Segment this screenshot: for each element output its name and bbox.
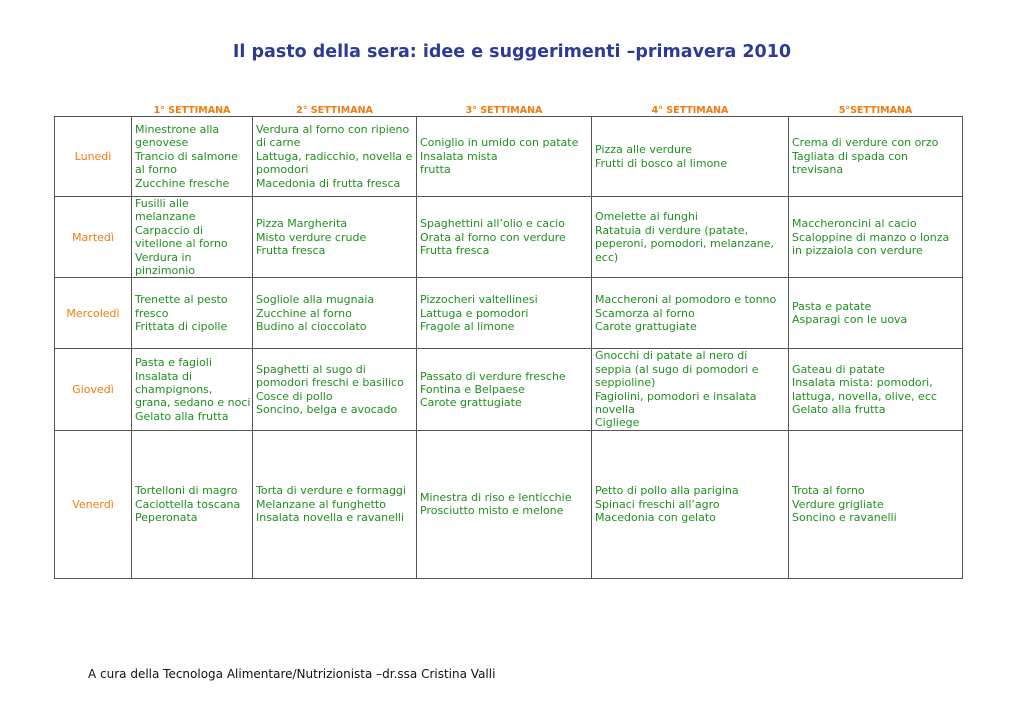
meal-item: Passato di verdure fresche — [420, 369, 566, 383]
meal-item: Insalata mista — [420, 149, 498, 163]
meal-item: Zucchine fresche — [135, 176, 230, 190]
week-header: 2° SETTIMANA — [296, 105, 373, 116]
meal-item: Petto di pollo alla parigina — [595, 484, 739, 498]
meal-cell — [132, 349, 253, 430]
meal-item: Pizza Margherita — [256, 217, 348, 231]
meal-cell — [253, 197, 417, 278]
meal-cell — [253, 278, 417, 349]
footer-credit: A cura della Tecnologa Alimentare/Nutrizionista –dr.ssa Cristina Valli — [88, 667, 496, 681]
corner-cell — [55, 102, 132, 117]
menu-body — [55, 117, 963, 579]
meal-cell — [592, 278, 789, 349]
meal-item: Carote grattugiate — [420, 396, 522, 410]
meal-item: Caciottella toscana — [135, 497, 241, 511]
meal-item: Gelato alla frutta — [792, 403, 886, 417]
meal-cell — [789, 197, 963, 278]
meal-cell — [132, 197, 253, 278]
meal-item: Verdura in pinzimonio — [135, 250, 196, 278]
meal-item: Cigliege — [595, 416, 640, 430]
meal-item: Peperonata — [135, 511, 198, 525]
meal-item: Maccheroncini al cacio — [792, 217, 917, 231]
meal-item: Soncino e ravanelli — [792, 511, 897, 525]
meal-item: Tortelloni di magro — [135, 484, 238, 498]
table-row — [55, 430, 963, 578]
meal-cell — [592, 430, 789, 578]
week-header: 5°SETTIMANA — [838, 105, 913, 116]
meal-item: Gelato alla frutta — [135, 409, 229, 423]
table-row — [55, 278, 963, 349]
meal-item: Gnocchi di patate al nero di seppia (al sugo di pomodori e seppioline) — [595, 349, 759, 390]
meal-item: Fagiolini, pomodori e insalata novella — [595, 389, 757, 417]
meal-item: Crema di verdure con orzo — [792, 136, 939, 150]
meal-item: Pizzocheri valtellinesi — [420, 293, 538, 307]
meal-item: Scamorza al forno — [595, 306, 695, 320]
meal-item: Lattuga e pomodori — [420, 306, 529, 320]
meal-cell — [789, 349, 963, 430]
meal-item: Insalata mista: pomodori, lattuga, novella, olive, ecc — [792, 376, 937, 403]
meal-item: Verdure grigliate — [792, 497, 884, 511]
table-row — [55, 197, 963, 278]
meal-item: Lattuga, radicchio, novella e pomodori — [256, 149, 413, 177]
meal-cell — [789, 278, 963, 349]
meal-cell — [789, 117, 963, 197]
meal-item: Torta di verdure e formaggi — [256, 484, 406, 498]
meal-item: Spaghetti al sugo di pomodori freschi e basilico — [256, 362, 404, 390]
day-label: Lunedì — [55, 117, 132, 197]
meal-item: Prosciutto misto e melone — [420, 504, 564, 518]
meal-cell — [253, 117, 417, 197]
meal-item: Maccheroni al pomodoro e tonno — [595, 293, 777, 307]
meal-item: Insalata di champignons, grana, sedano e noci — [135, 369, 251, 410]
meal-cell — [417, 430, 592, 578]
table-row — [55, 117, 963, 197]
meal-item: Budino al cioccolato — [256, 320, 367, 334]
meal-item: Cosce di pollo — [256, 389, 333, 403]
meal-item: Coniglio in umido con patate — [420, 136, 579, 150]
header-row — [55, 102, 963, 117]
table-row — [55, 349, 963, 430]
meal-item: frutta — [420, 163, 451, 177]
meal-item: Scaloppine di manzo o lonza in pizzaiola con verdure — [792, 230, 950, 257]
meal-item: Trancio di salmone al forno — [135, 149, 238, 177]
meal-cell — [417, 197, 592, 278]
page-title: Il pasto della sera: idee e suggerimenti –primavera 2010 — [232, 42, 792, 62]
day-label: Giovedì — [55, 349, 132, 430]
meal-item: Fusilli alle melanzane — [135, 197, 196, 224]
meal-item: Misto verdure crude — [256, 230, 367, 244]
meal-cell — [417, 117, 592, 197]
meal-item: Asparagi con le uova — [792, 313, 908, 327]
meal-item: Trenette al pesto fresco — [135, 293, 228, 320]
meal-cell — [132, 117, 253, 197]
meal-cell — [592, 349, 789, 430]
meal-cell — [417, 349, 592, 430]
meal-item: Macedonia con gelato — [595, 511, 716, 525]
meal-item: Pizza alle verdure — [595, 143, 692, 157]
meal-item: Spaghettini all’olio e cacio — [420, 217, 565, 231]
meal-item: Melanzane al funghetto — [256, 497, 386, 511]
meal-cell — [132, 278, 253, 349]
meal-cell — [132, 430, 253, 578]
week-header: 3° SETTIMANA — [465, 105, 543, 116]
meal-item: Macedonia di frutta fresca — [256, 176, 401, 190]
meal-item: Zucchine al forno — [256, 306, 352, 320]
meal-item: Trota al forno — [792, 484, 865, 498]
meal-item: Frittata di cipolle — [135, 320, 228, 334]
meal-cell — [417, 278, 592, 349]
meal-cell — [253, 430, 417, 578]
meal-item: Pasta e patate — [792, 300, 872, 314]
meal-item: Tagliata di spada con trevisana — [792, 149, 908, 177]
meal-item: Frutta fresca — [256, 243, 326, 257]
meal-item: Ratatuia di verdure (patate, peperoni, pomodori, melanzane, ecc) — [595, 223, 774, 264]
meal-item: Orata al forno con verdure — [420, 230, 566, 244]
meal-item: Pasta e fagioli — [135, 356, 212, 370]
meal-item: Frutta fresca — [420, 243, 490, 257]
meal-item: Spinaci freschi all’agro — [595, 497, 720, 511]
meal-cell — [789, 430, 963, 578]
meal-item: Sogliole alla mugnaia — [256, 293, 375, 307]
meal-item: Carpaccio di vitellone al forno — [135, 223, 228, 251]
meal-item: Insalata novella e ravanelli — [256, 511, 405, 525]
meal-item: Fontina e Belpaese — [420, 382, 525, 396]
meal-cell — [592, 117, 789, 197]
day-label: Mercoledì — [55, 278, 132, 349]
meal-item: Frutti di bosco al limone — [595, 156, 728, 170]
meal-item: Fragole al limone — [420, 320, 515, 334]
week-header: 1° SETTIMANA — [153, 105, 231, 116]
meal-item: Gateau di patate — [792, 362, 885, 376]
meal-cell — [253, 349, 417, 430]
meal-item: Verdura al forno con ripieno di carne — [256, 122, 410, 150]
week-header: 4° SETTIMANA — [651, 105, 729, 116]
meal-item: Minestra di riso e lenticchie — [420, 490, 572, 504]
day-label: Venerdì — [55, 430, 132, 578]
meal-item: Minestrone alla genovese — [135, 122, 220, 150]
day-label: Martedì — [55, 197, 132, 278]
weekly-menu-table — [54, 102, 963, 579]
meal-cell — [592, 197, 789, 278]
meal-item: Carote grattugiate — [595, 320, 697, 334]
meal-item: Soncino, belga e avocado — [256, 403, 398, 417]
meal-item: Omelette ai funghi — [595, 210, 698, 224]
